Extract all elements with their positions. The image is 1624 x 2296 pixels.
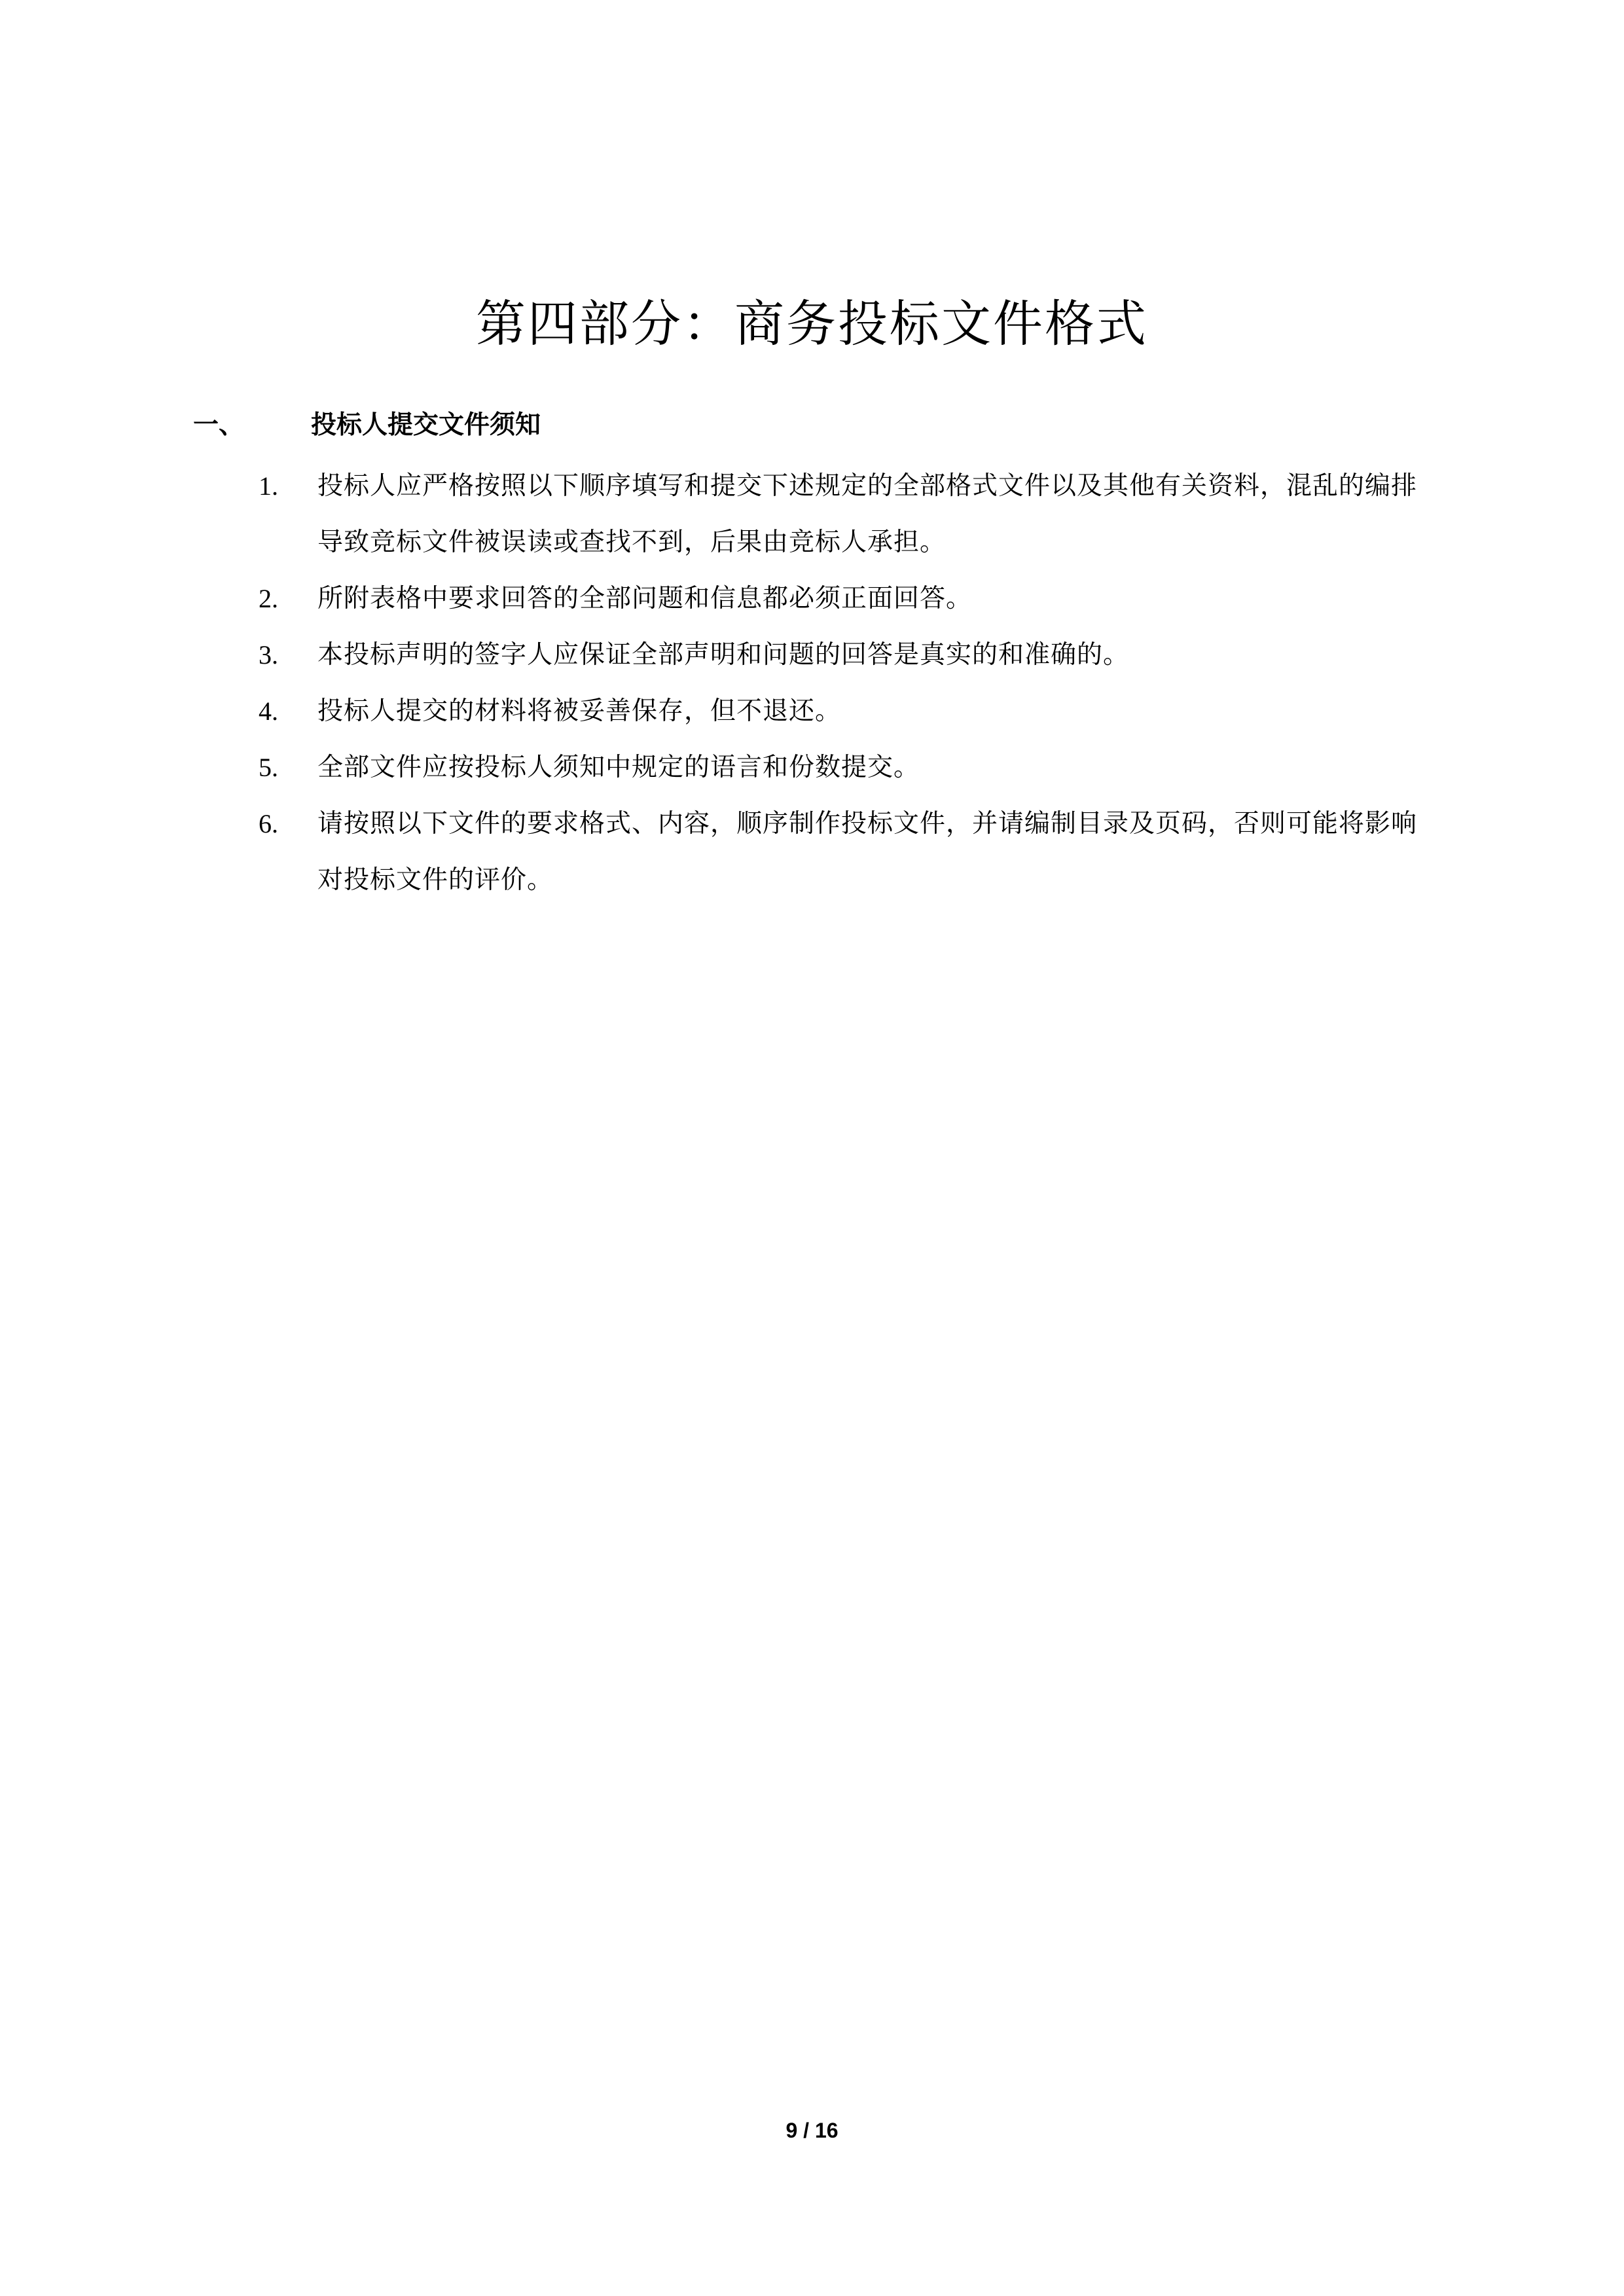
list-item [259,796,1437,908]
list-item-text: 投标人提交的材料将被妥善保存，但不退还。 [317,696,842,726]
list-item-text: 本投标声明的签字人应保证全部声明和问题的回答是真实的和准确的。 [317,640,1130,670]
list-item [259,683,1437,740]
section-heading [193,406,541,445]
section-marker: 一、 [193,411,245,439]
list-item-text: 投标人应严格按照以下顺序填写和提交下述规定的全部格式文件以及其他有关资料，混乱的编排导致竞标文件被误读或查找不到，后果由竞标人承担。 [317,471,1418,557]
list-item-text: 全部文件应按投标人须知中规定的语言和份数提交。 [317,753,920,782]
list-item [259,571,1437,627]
page-title: 第四部分：商务投标文件格式 [476,295,1148,353]
list-item-text: 所附表格中要求回答的全部问题和信息都必须正面回答。 [317,584,973,613]
list-item-number: 2. [259,584,278,613]
list-item-number: 4. [259,696,278,726]
list-item-number: 5. [259,753,278,782]
list-item-text: 请按照以下文件的要求格式、内容，顺序制作投标文件，并请编制目录及页码，否则可能将影响对投标文件的评价。 [317,809,1418,895]
list-item-number: 1. [259,471,278,501]
list-item-number: 6. [259,809,278,838]
list-item [259,458,1437,571]
section-heading-text: 投标人提交文件须知 [311,411,541,439]
list-item [259,627,1437,683]
list-item-number: 3. [259,640,278,670]
page-number: 9 / 16 [785,2119,839,2142]
list-item [259,740,1437,796]
instruction-list [259,458,1437,908]
